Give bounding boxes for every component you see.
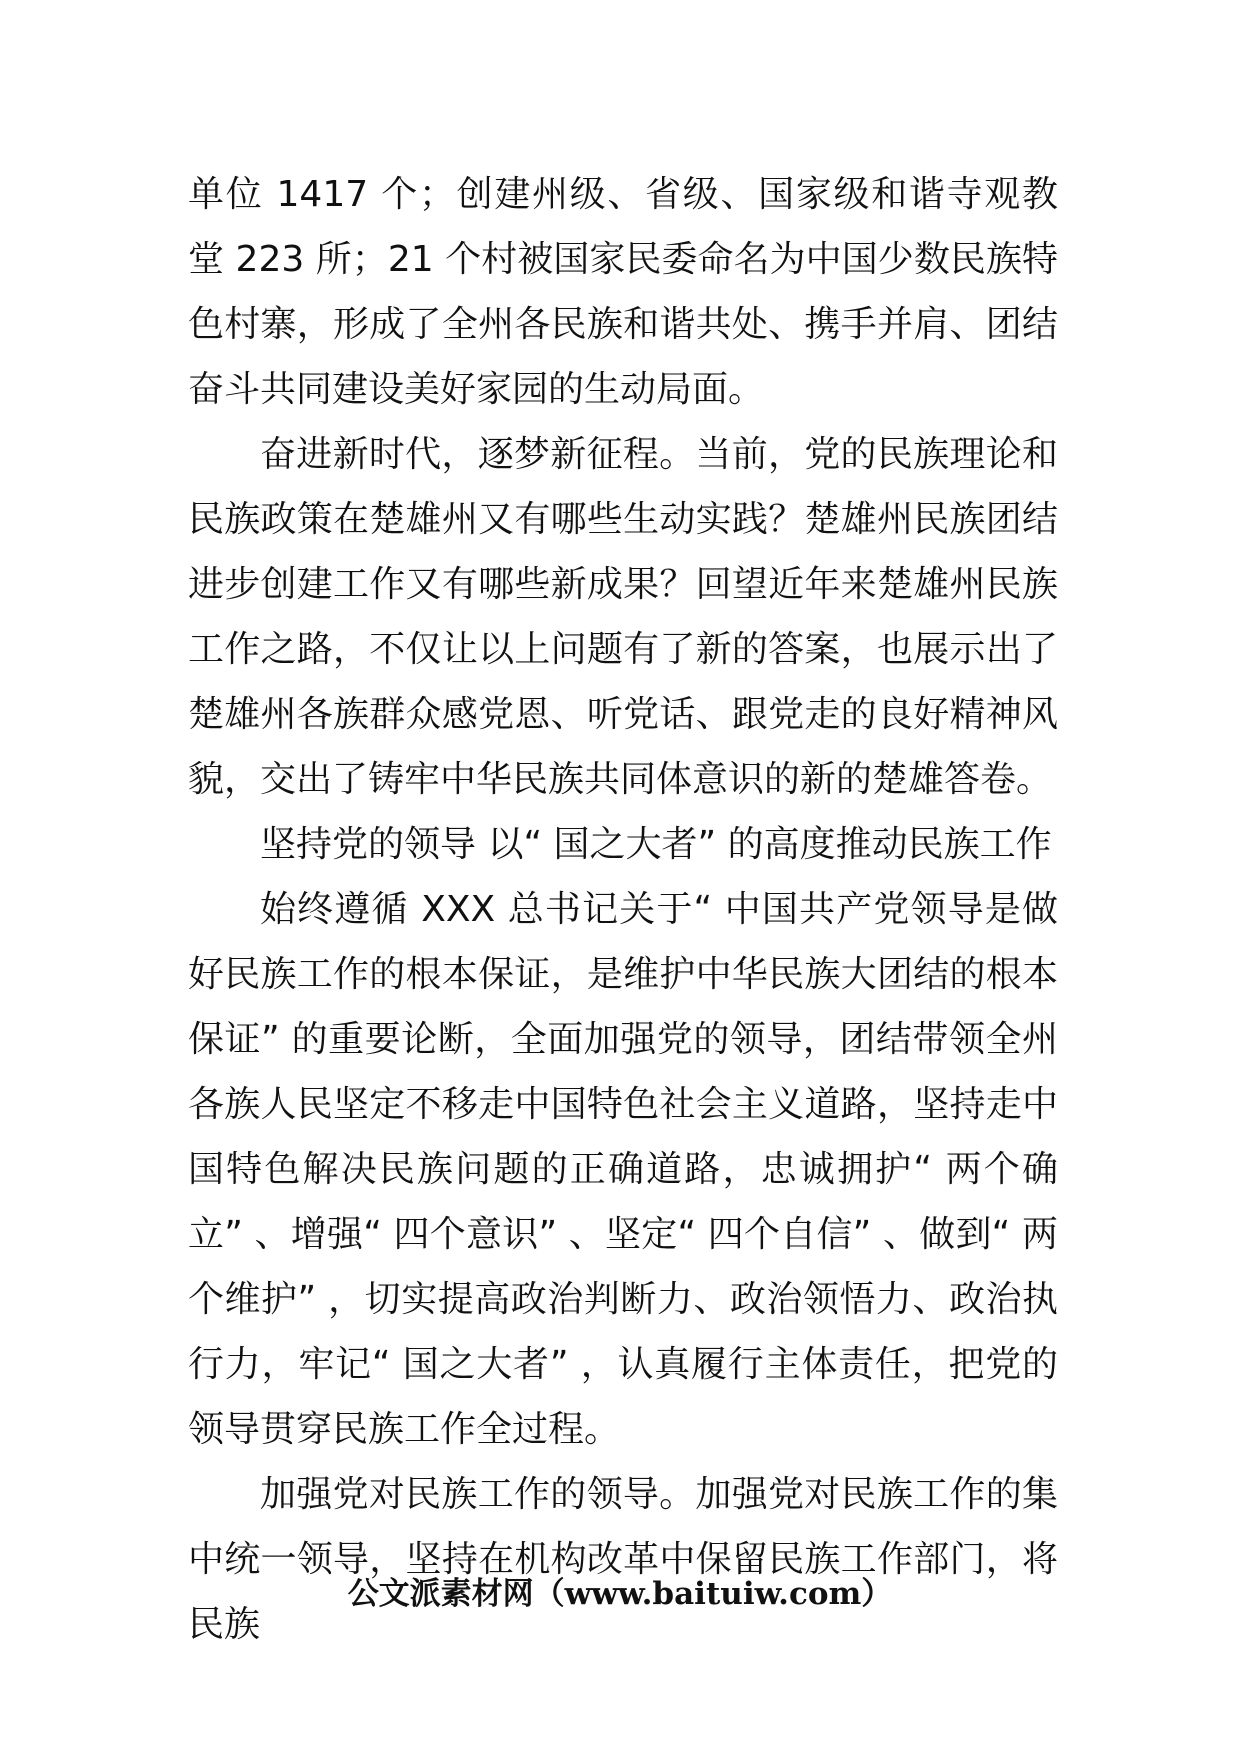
page-footer-watermark: 公文派素材网（www.baituiw.com） [347,1576,893,1612]
document-body [188,162,1058,1657]
paragraph-party-leadership: 始终遵循 XXX 总书记关于“ 中国共产党领导是做好民族工作的根本保证，是维护中华民族大团结的根本保证” 的重要论断，全面加强党的领导，团结带领全州各族人民坚定不移走中国特色社会主义道路，坚持走中国特色解决民族问题的正确道路，忠诚拥护“ 两个确立” 、增强“ 四个意识” 、坚定“ 四个自信” 、做到“ 两个维护” ，切实提高政治判断力、政治领悟力、政治执行力，牢记“ 国之大者” ，认真履行主体责任，把党的领导贯穿民族工作全过程。 [188,889,1058,1450]
paragraph-continuation: 单位 1417 个；创建州级、省级、国家级和谐寺观教堂 223 所；21 个村被国家民委命名为中国少数民族特色村寨，形成了全州各民族和谐共处、携手并肩、团结奋斗共同建设美好家园的生动局面。 [188,174,1058,410]
section-heading: 坚持党的领导 以“ 国之大者” 的高度推动民族工作 [260,824,1052,865]
paragraph-strengthen-leadership: 加强党对民族工作的领导。加强党对民族工作的集中统一领导，坚持在机构改革中保留民族工作部门，将民族 [188,1474,1058,1645]
paragraph-intro: 奋进新时代，逐梦新征程。当前，党的民族理论和民族政策在楚雄州又有哪些生动实践？楚雄州民族团结进步创建工作又有哪些新成果？回望近年来楚雄州民族工作之路，不仅让以上问题有了新的答案，也展示出了楚雄州各族群众感党恩、听党话、跟党走的良好精神风貌，交出了铸牢中华民族共同体意识的新的楚雄答卷。 [188,434,1058,800]
